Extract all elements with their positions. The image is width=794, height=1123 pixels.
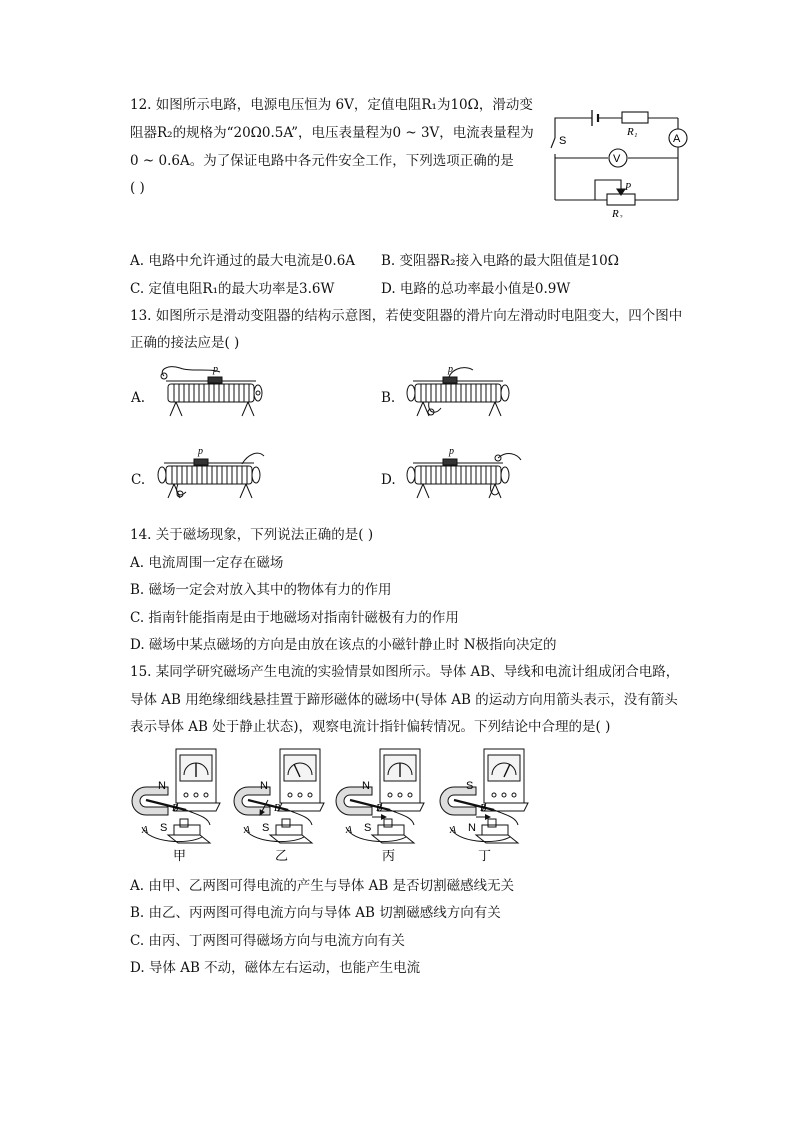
- q12-line-4: ( ): [130, 180, 145, 196]
- rod-b-label: B: [376, 803, 383, 814]
- switch-label: S: [559, 135, 567, 147]
- figure-caption: 丙: [382, 849, 396, 864]
- rod-b-label: B: [480, 803, 487, 814]
- q15-option-d: D. 导体 AB 不动，磁体左右运动，也能产生电流: [130, 960, 421, 976]
- rod-a-label: A: [142, 825, 149, 836]
- rod-b-label: B: [274, 803, 281, 814]
- q12-line-3: 0 ~ 0.6A。为了保证电路中各元件安全工作，下列选项正确的是: [130, 153, 514, 169]
- pole-n-label: N: [362, 780, 370, 792]
- q12-option-d: D. 电路的总功率最小值是0.9W: [381, 281, 571, 297]
- voltmeter-label: V: [613, 153, 621, 165]
- q15-line-1: 15. 某同学研究磁场产生电流的实验情景如图所示。导体 AB、导线和电流计组成闭合电路，: [130, 664, 680, 680]
- q12-line-1: 12. 如图所示电路，电源电压恒为 6V，定值电阻R₁为10Ω，滑动变: [130, 97, 533, 113]
- slider-p-label: p: [449, 446, 454, 457]
- r1-label: R₁: [627, 126, 638, 138]
- pole-s-label: S: [364, 822, 372, 834]
- slider-p-label: p: [213, 364, 218, 375]
- q12-option-a: A. 电路中允许通过的最大电流是0.6A: [130, 253, 356, 269]
- rod-a-label: A: [450, 825, 457, 836]
- figure-caption: 甲: [173, 849, 187, 864]
- q15-option-a: A. 由甲、乙两图可得电流的产生与导体 AB 是否切割磁感线无关: [130, 878, 515, 894]
- q13-label-b: B.: [381, 390, 396, 406]
- rod-a-label: A: [346, 825, 353, 836]
- pole-s-label: S: [160, 822, 168, 834]
- q12-circuit-diagram: [545, 108, 695, 218]
- q13-label-d: D.: [381, 472, 396, 488]
- q15-line-2: 导体 AB 用绝缘细线悬挂置于蹄形磁体的磁场中(导体 AB 的运动方向用箭头表示，没有箭头: [130, 692, 678, 708]
- q14-stem: 14. 关于磁场现象，下列说法正确的是( ): [130, 527, 374, 543]
- pole-n-label: N: [158, 780, 166, 792]
- q14-option-a: A. 电流周围一定存在磁场: [130, 555, 284, 571]
- q13-line-1: 13. 如图所示是滑动变阻器的结构示意图，若使变阻器的滑片向左滑动时电阻变大，四个图中: [130, 308, 683, 324]
- rheostat-figure-a: [150, 360, 270, 420]
- q13-line-2: 正确的接法应是( ): [130, 335, 240, 351]
- q14-option-d: D. 磁场中某点磁场的方向是由放在该点的小磁针静止时 N极指向决定的: [130, 637, 557, 653]
- rod-a-label: A: [244, 825, 251, 836]
- induction-figure-bing: [332, 745, 432, 870]
- pole-n-label: N: [468, 822, 476, 834]
- q15-line-3: 表示导体 AB 处于静止状态)，观察电流计指针偏转情况。下列结论中合理的是( ): [130, 719, 611, 735]
- induction-figure-yi: [230, 745, 330, 870]
- pole-n-label: N: [260, 780, 268, 792]
- q13-label-a: A.: [131, 390, 146, 406]
- pole-s-label: S: [262, 822, 270, 834]
- r2-label: R₂: [612, 208, 623, 218]
- q13-label-c: C.: [131, 472, 146, 488]
- rheostat-figure-d: [403, 442, 523, 502]
- q15-option-b: B. 由乙、丙两图可得电流方向与导体 AB 切割磁感线方向有关: [130, 905, 501, 921]
- ammeter-label: A: [673, 133, 681, 145]
- slider-label: P: [625, 182, 632, 193]
- induction-figure-jia: [128, 745, 228, 870]
- q12-line-2: 阻器R₂的规格为“20Ω0.5A”，电压表量程为0 ~ 3V，电流表量程为: [130, 125, 534, 141]
- figure-caption: 乙: [275, 849, 289, 864]
- q12-option-c: C. 定值电阻R₁的最大功率是3.6W: [130, 281, 335, 297]
- q14-option-c: C. 指南针能指南是由于地磁场对指南针磁极有力的作用: [130, 610, 459, 626]
- figure-caption: 丁: [478, 849, 492, 864]
- q14-option-b: B. 磁场一定会对放入其中的物体有力的作用: [130, 582, 392, 598]
- pole-s-label: S: [466, 780, 474, 792]
- rod-b-label: B: [172, 803, 179, 814]
- induction-figure-ding: [436, 745, 536, 870]
- rheostat-figure-c: [150, 442, 270, 502]
- slider-p-label: p: [448, 364, 453, 375]
- rheostat-figure-b: [403, 360, 523, 420]
- q12-option-b: B. 变阻器R₂接入电路的最大阻值是10Ω: [381, 253, 619, 269]
- slider-p-label: p: [198, 446, 203, 457]
- q15-option-c: C. 由丙、丁两图可得磁场方向与电流方向有关: [130, 933, 405, 949]
